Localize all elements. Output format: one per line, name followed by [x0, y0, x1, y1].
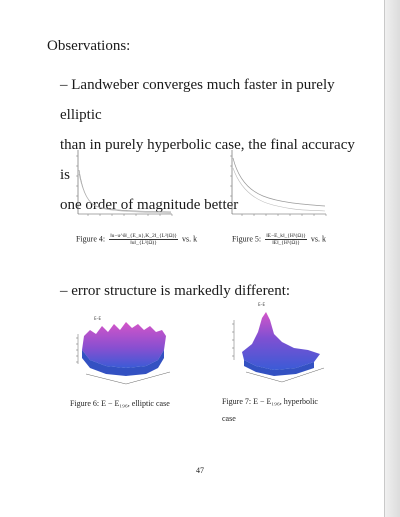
caption-suffix: vs. k: [182, 234, 198, 244]
caption-suffix: vs. k: [310, 234, 327, 244]
figure-5-plot: [228, 148, 328, 220]
caption-line: Figure 7: E − E₁₉₆, hyperbolic: [222, 397, 318, 406]
fraction-numerator: ‖E−E_k‖_{H¹(Ω)}: [266, 233, 306, 239]
figure-6-caption: [70, 399, 170, 409]
caption-text: Figure 6: E − E₁₉₆, elliptic case: [70, 399, 170, 408]
caption-label: Figure 4:: [76, 234, 106, 244]
fraction-denominator: ‖u‖_{L²(Ω)}: [130, 240, 157, 246]
figure-7-surface: [224, 298, 340, 386]
caption-fraction: [265, 233, 307, 246]
fraction-numerator: ‖u−u^δ‖_{E_n},K_2‖_{L²(Ω)}: [110, 233, 178, 239]
caption-fraction: [109, 233, 178, 246]
page-number: 47: [196, 466, 204, 475]
figure-5-caption: [232, 233, 326, 246]
figure-7-caption: [222, 392, 318, 426]
bullet-line: than in purely hyperbolic case, the final accuracy is: [60, 137, 355, 183]
bullet-line: one order of magnitude better: [60, 197, 239, 213]
fraction-denominator: ‖E‖_{H¹(Ω)}: [272, 240, 300, 246]
bullet-line: – error structure is markedly different:: [60, 283, 291, 299]
figure-4-caption: [76, 233, 197, 246]
figure-6-surface: [66, 312, 186, 392]
bullet-line: – Landweber converges much faster in purely elliptic: [60, 77, 335, 123]
surface-label-text: E–E: [94, 316, 102, 321]
surface-label-text: E–E: [258, 302, 266, 307]
figure-4-plot: [74, 148, 174, 220]
page-heading: Observations:: [47, 38, 131, 54]
page-edge: [384, 0, 400, 517]
caption-line: case: [222, 414, 236, 423]
caption-label: Figure 5:: [232, 234, 262, 244]
